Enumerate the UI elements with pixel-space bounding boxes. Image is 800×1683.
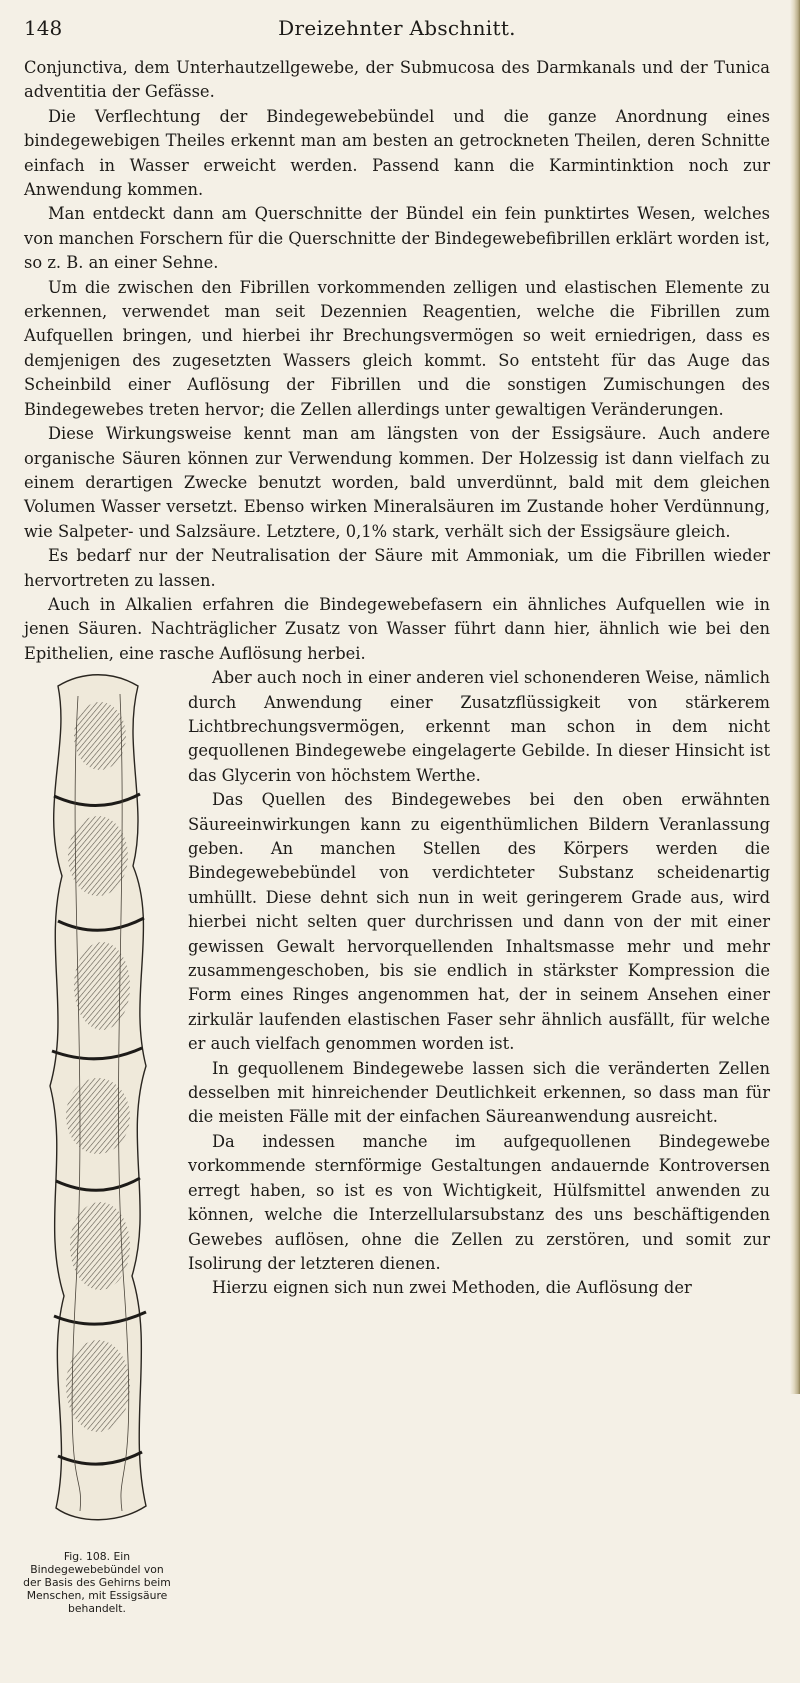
connective-tissue-bundle-illustration (28, 666, 168, 1526)
page-edge-shadow (790, 0, 800, 1394)
figure-caption: Fig. 108. Ein Bindegewebebündel von der Basis des Gehirns beim Menschen, mit Essigsäure behandelt. (23, 1550, 171, 1616)
paragraph: Hierzu eignen sich nun zwei Methoden, die Auflösung der (212, 1278, 692, 1298)
paragraph: In gequollenem Bindegewebe lassen sich die veränderten Zellen desselben mit hinreichender Deutlichkeit erkennen, so dass man für die meisten Fälle mit der einfachen Säureanwendung ausreicht. (188, 1058, 770, 1127)
paragraph: Es bedarf nur der Neutralisation der Säure mit Ammoniak, um die Fibrillen wieder hervortreten zu lassen. (24, 546, 770, 590)
paragraph: Da indessen manche im aufgequollenen Bindegewebe vorkommende sternförmige Gestaltungen andauernde Kontroversen erregt haben, so ist es von Wichtigkeit, Hülfsmittel anwenden zu können, welche die Interzellularsubstanz des uns beschäftigenden Gewebes auflösen, ohne die Zellen zu zerstören, und somit zur Isolirung der letzteren dienen. (188, 1131, 770, 1273)
paragraph: Conjunctiva, dem Unterhautzellgewebe, der Submucosa des Darmkanals und der Tunica adventitia der Gefässe. (24, 58, 770, 102)
body-text (24, 56, 770, 1683)
paragraph: Man entdeckt dann am Querschnitte der Bündel ein fein punktirtes Wesen, welches von manchen Forschern für die Querschnitte der Bindegewebefibrillen erklärt worden ist, so z. B. an einer Sehne. (24, 204, 770, 273)
paragraph: Auch in Alkalien erfahren die Bindegewebefasern ein ähnliches Aufquellen wie in jenen Säuren. Nachträglicher Zusatz von Wasser führt dann hier, ähnlich wie bei den Epithelien, eine rasche Auflösung herbei. (24, 594, 770, 663)
page-header (24, 16, 770, 42)
figure-108 (22, 666, 172, 1681)
paragraph: Um die zwischen den Fibrillen vorkommenden zelligen und elastischen Elemente zu erkennen, verwendet man seit Dezennien Reagentien, welche die Fibrillen zum Aufquellen bringen, und hierbei ihr Brechungsvermögen so weit erniedrigen, dass es demjenigen des zugesetzten Wassers gleich kommt. So entsteht für das Auge das Scheinbild einer Auflösung der Fibrillen und die sonstigen Zumischungen des Bindegewebes treten hervor; die Zellen allerdings unter gewaltigen Veränderungen. (24, 277, 770, 419)
running-title: Dreizehnter Abschnitt. (278, 16, 516, 40)
page-number: 148 (24, 16, 63, 40)
paragraph: Aber auch noch in einer anderen viel schonenderen Weise, nämlich durch Anwendung einer Zusatzflüssigkeit von stärkerem Lichtbrechungsvermögen, erkennt man schon in dem nicht gequollenen Bindegewebe eingelagerte Gebilde. In dieser Hinsicht ist das Glycerin von höchstem Werthe. (188, 668, 770, 785)
paragraph: Das Quellen des Bindegewebes bei den oben erwähnten Säureeinwirkungen kann zu eigenthümlichen Bildern Veranlassung geben. An manchen Stellen des Körpers werden die Bindegewebebündel von verdichteter Substanz scheidenartig umhüllt. Diese dehnt sich nun in weit geringerem Grade aus, wird hierbei nicht selten quer durchrissen und dann von der mit einer gewissen Gewalt hervorquellenden Inhaltsmasse mehr und mehr zusammengeschoben, bis sie endlich in stärkster Kompression die Form eines Ringes angenommen hat, der in seinem Ansehen einer zirkulär laufenden elastischen Faser sehr ähnlich ausfällt, für welche er auch vielfach genommen worden ist. (188, 790, 770, 1054)
paragraph: Die Verflechtung der Bindegewebebündel und die ganze Anordnung eines bindegewebigen Theiles erkennt man am besten an getrockneten Theilen, deren Schnitte einfach in Wasser erweicht werden. Passend kann die Karmintinktion noch zur Anwendung kommen. (24, 106, 770, 200)
paragraph: Diese Wirkungsweise kennt man am längsten von der Essigsäure. Auch andere organische Säuren können zur Verwendung kommen. Der Holzessig ist dann vielfach zu einem derartigen Zwecke benutzt worden, bald unverdünnt, bald mit dem gleichen Volumen Wasser versetzt. Ebenso wirken Mineralsäuren im Zustande hoher Verdünnung, wie Salpeter- und Salzsäure. Letztere, 0,1% stark, verhält sich der Essigsäure gleich. (24, 424, 770, 541)
